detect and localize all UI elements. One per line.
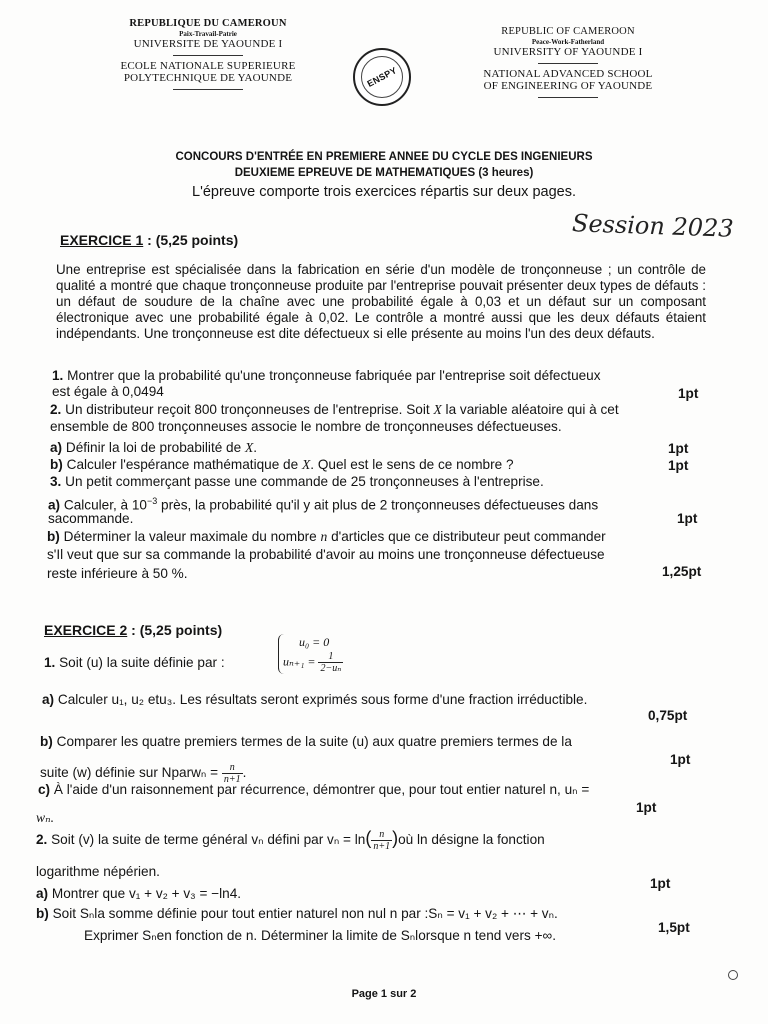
ex1-q2-number: 2. bbox=[50, 402, 62, 417]
header-left-school-2: POLYTECHNIQUE DE YAOUNDE bbox=[123, 72, 293, 85]
page-footer: Page 1 sur 2 bbox=[351, 988, 417, 1000]
ex2-q2b-text-2: Exprimer Sₙen fonction de n. Déterminer la limite de Sₙlorsque n tend vers +∞. bbox=[84, 928, 556, 943]
header-left-rule-2 bbox=[173, 89, 243, 90]
header-right-motto: Peace-Work-Fatherland bbox=[531, 38, 605, 47]
ex1-q3b-text-b: d'articles que ce distributeur peut commander bbox=[327, 529, 606, 544]
ex2-qc-label: c) bbox=[38, 782, 51, 797]
header-left-rule bbox=[173, 55, 243, 56]
exercise-1-intro: Une entreprise est spécialisée dans la fabrication en série d'un modèle de tronçonneuse ; un contrôle de qualité a montré que chaque tronçonneuse produite par l'entreprise pouvait présenter deux types de défauts : un défaut de soudure de la chaîne avec une probabilité égale à 0,03 et un défaut sur un composant électronique avec une probabilité égale à 0,02. Le contrôle a montré aussi que les deux défauts étaient indépendants. Une tronçonneuse est dite défectueux si elle présente au moins l'un des deux défauts. bbox=[56, 262, 706, 341]
ex1-q3a-text-b: près, la probabilité qu'il y ait plus de 2 tronçonneuses défectueuses dans bbox=[157, 497, 599, 513]
ex2-q2b-points: 1,5pt bbox=[658, 920, 690, 935]
ex2-qa bbox=[42, 692, 587, 708]
ex2-q1 bbox=[44, 655, 225, 671]
header-right-country: REPUBLIC OF CAMEROON bbox=[501, 26, 635, 37]
ex1-q2b-var: X bbox=[301, 457, 311, 472]
ex2-q2-number: 2. bbox=[36, 832, 48, 848]
ex1-q3b-var: n bbox=[320, 529, 328, 544]
ex1-q2b-points: 1pt bbox=[668, 458, 689, 473]
ex2-system-line1: u₀ = 0 bbox=[299, 635, 330, 649]
ex2-q2a-label: a) bbox=[36, 886, 49, 901]
ex2-qb-line2: suite (w) définie sur Nparwₙ = $\frac{n}{n+1}$ . bbox=[40, 762, 247, 785]
header-right-rule-2 bbox=[538, 97, 598, 98]
ex1-q2a-points: 1pt bbox=[668, 441, 689, 456]
exercise-2-label: EXERCICE 2 bbox=[44, 622, 128, 638]
ex2-qb-line1 bbox=[40, 734, 572, 750]
ex1-q3b-line3: reste inférieure à 50 %. bbox=[47, 566, 188, 581]
ex2-sequence-system bbox=[278, 634, 343, 674]
logo-ring bbox=[361, 56, 403, 98]
ex1-q2-text-a: Un distributeur reçoit 800 tronçonneuses de l'entreprise. Soit bbox=[61, 402, 434, 417]
exercise-1-points: : (5,25 points) bbox=[143, 232, 239, 248]
ex2-q2b-line1 bbox=[36, 906, 558, 922]
header-left-school-1: ECOLE NATIONALE SUPERIEURE bbox=[120, 59, 296, 72]
ex2-q2-numerator: n bbox=[371, 829, 392, 841]
header-left-university: UNIVERSITE DE YAOUNDE I bbox=[133, 38, 283, 51]
exercise-1-label: EXERCICE 1 bbox=[60, 232, 144, 248]
ex2-system-fraction bbox=[318, 651, 343, 674]
exercise-1-title bbox=[60, 232, 238, 248]
ex1-q2a-text: Définir la loi de probabilité de bbox=[62, 440, 245, 455]
ex2-q2b-text: Soit Sₙla somme définie pour tout entier naturel non nul n par :Sₙ = v₁ + v₂ + ⋯ + vₙ. bbox=[48, 906, 558, 921]
ex2-qa-label: a) bbox=[42, 692, 55, 707]
ex2-q2a-points: 1pt bbox=[650, 876, 671, 891]
ex1-q1-number: 1. bbox=[52, 368, 64, 383]
ex1-q3b-line2: s'Il veut que sur sa commande la probabilité d'avoir au moins une tronçonneuse défectueuse bbox=[47, 547, 605, 562]
header-right-rule bbox=[538, 63, 598, 64]
ex1-q3b-label: b) bbox=[47, 529, 60, 544]
ex2-qb-numerator: n bbox=[222, 762, 243, 774]
ex1-q2-var: X bbox=[433, 402, 442, 417]
ex2-q1-number: 1. bbox=[44, 655, 56, 670]
ex2-qb-label: b) bbox=[40, 734, 53, 749]
ex1-q1-points: 1pt bbox=[678, 386, 699, 401]
ex2-system-line2-lhs: uₙ₊₁ = bbox=[283, 654, 319, 669]
ex1-q2b bbox=[50, 457, 514, 473]
ex1-q3a-points: 1pt bbox=[677, 511, 698, 526]
ex2-qc-points: 1pt bbox=[636, 800, 657, 815]
exam-title-1: CONCOURS D'ENTRÉE EN PREMIERE ANNEE DU CYCLE DES INGENIEURS bbox=[175, 151, 593, 163]
ex1-q3b-text-a: Déterminer la valeur maximale du nombre bbox=[59, 529, 321, 544]
ex2-q2-fraction bbox=[371, 829, 392, 852]
ex2-qb-points: 1pt bbox=[670, 752, 691, 767]
ex1-q2a: a) Définir la loi de probabilité de X. bbox=[50, 440, 258, 455]
ex1-q2-line2: ensemble de 800 tronçonneuses associe le nombre de tronçonneuses défectueuses. bbox=[50, 419, 562, 434]
ex2-qc-line1 bbox=[38, 782, 589, 798]
ex1-q3b-points: 1,25pt bbox=[662, 564, 702, 579]
ex2-q2b-label: b) bbox=[36, 906, 49, 921]
ex1-q3a-line2: sacommande. bbox=[48, 511, 134, 526]
ex2-q2-denominator: n+1 bbox=[373, 841, 391, 852]
ex1-q2b-text-b: . Quel est le sens de ce nombre ? bbox=[310, 457, 514, 472]
ex2-q2-line2: logarithme népérien. bbox=[36, 864, 160, 879]
ex1-q1-text: Montrer que la probabilité qu'une tronçonneuse fabriquée par l'entreprise soit défectueux bbox=[63, 368, 601, 383]
scan-mark bbox=[728, 970, 738, 980]
ex2-q2a-text: Montrer que v₁ + v₂ + v₃ = −ln4. bbox=[48, 886, 242, 901]
exam-title-2: DEUXIEME EPREUVE DE MATHEMATIQUES (3 heures) bbox=[234, 167, 534, 179]
ex2-qb-text-b: suite (w) définie sur Nparwₙ = bbox=[40, 765, 222, 781]
school-logo bbox=[353, 48, 411, 106]
ex2-qc-line2: wₙ. bbox=[36, 810, 54, 825]
ex1-q1-line2: est égale à 0,0494 bbox=[52, 384, 164, 399]
ex2-qa-points: 0,75pt bbox=[648, 708, 688, 723]
ex1-q2-text-b: la variable aléatoire qui à cet bbox=[441, 402, 619, 417]
ex1-q3-number: 3. bbox=[50, 474, 62, 489]
ex2-q2b-line2 bbox=[84, 928, 556, 944]
ex2-q2-line1: 2. Soit (v) la suite de terme général vₙ défini par vₙ = ln( $\frac{n}{n+1}$ )où ln désigne la fonction bbox=[36, 828, 545, 852]
ex1-q2b-text-a: Calculer l'espérance mathématique de bbox=[62, 457, 302, 472]
ex2-system-numerator: 1 bbox=[318, 651, 343, 663]
logo-text: ENSPY bbox=[365, 65, 399, 89]
ex1-q3a-exponent: −3 bbox=[147, 496, 158, 506]
ex2-qb-text-a: Comparer les quatre premiers termes de la suite (u) aux quatre premiers termes de la bbox=[52, 734, 572, 749]
exercise-2-points: : (5,25 points) bbox=[127, 622, 223, 638]
ex1-q3a-label: a) bbox=[48, 497, 61, 513]
ex2-qb-denominator: n+1 bbox=[223, 774, 241, 785]
ex2-q1-text: Soit (u) la suite définie par : bbox=[55, 655, 225, 670]
header-left-motto: Paix-Travail-Patrie bbox=[179, 30, 237, 39]
ex2-qa-text: Calculer u₁, u₂ etu₃. Les résultats seront exprimés sous forme d'une fraction irréductible. bbox=[54, 692, 588, 707]
ex2-qc-text-a: À l'aide d'un raisonnement par récurrence, démontrer que, pour tout entier naturel n, uₙ = bbox=[50, 782, 590, 797]
handwritten-session-note: Session 2023 bbox=[571, 209, 735, 243]
ex1-q2-line1 bbox=[50, 402, 619, 418]
exercise-2-title bbox=[44, 622, 222, 638]
header-left-country: REPUBLIQUE DU CAMEROUN bbox=[129, 18, 287, 29]
ex2-system-denominator: 2−uₙ bbox=[320, 663, 342, 674]
ex1-q3-text: Un petit commerçant passe une commande de 25 tronçonneuses à l'entreprise. bbox=[61, 474, 544, 489]
ex2-q2a bbox=[36, 886, 241, 902]
ex1-q2a-label: a) bbox=[50, 440, 63, 455]
header-right-school-2: OF ENGINEERING OF YAOUNDE bbox=[483, 80, 653, 93]
header-right-university: UNIVERSITY OF YAOUNDE I bbox=[493, 46, 643, 59]
header-right bbox=[448, 26, 688, 102]
ex1-q3a-text-a: Calculer, à 10 bbox=[60, 497, 147, 513]
exam-intro: L'épreuve comporte trois exercices répartis sur deux pages. bbox=[192, 184, 576, 200]
ex1-q2a-var: X bbox=[244, 440, 254, 455]
ex2-q2-text-b: où ln désigne la fonction bbox=[398, 832, 545, 848]
ex1-q1-line1 bbox=[52, 368, 601, 384]
header-right-school-1: NATIONAL ADVANCED SCHOOL bbox=[483, 67, 653, 80]
header-left bbox=[88, 18, 328, 94]
ex1-q2b-label: b) bbox=[50, 457, 63, 472]
ex2-system-line2 bbox=[283, 651, 343, 674]
ex1-q3b-line1 bbox=[47, 529, 606, 545]
ex1-q3 bbox=[50, 474, 544, 490]
ex2-q2-text-a: Soit (v) la suite de terme général vₙ défini par vₙ = ln bbox=[47, 832, 366, 848]
